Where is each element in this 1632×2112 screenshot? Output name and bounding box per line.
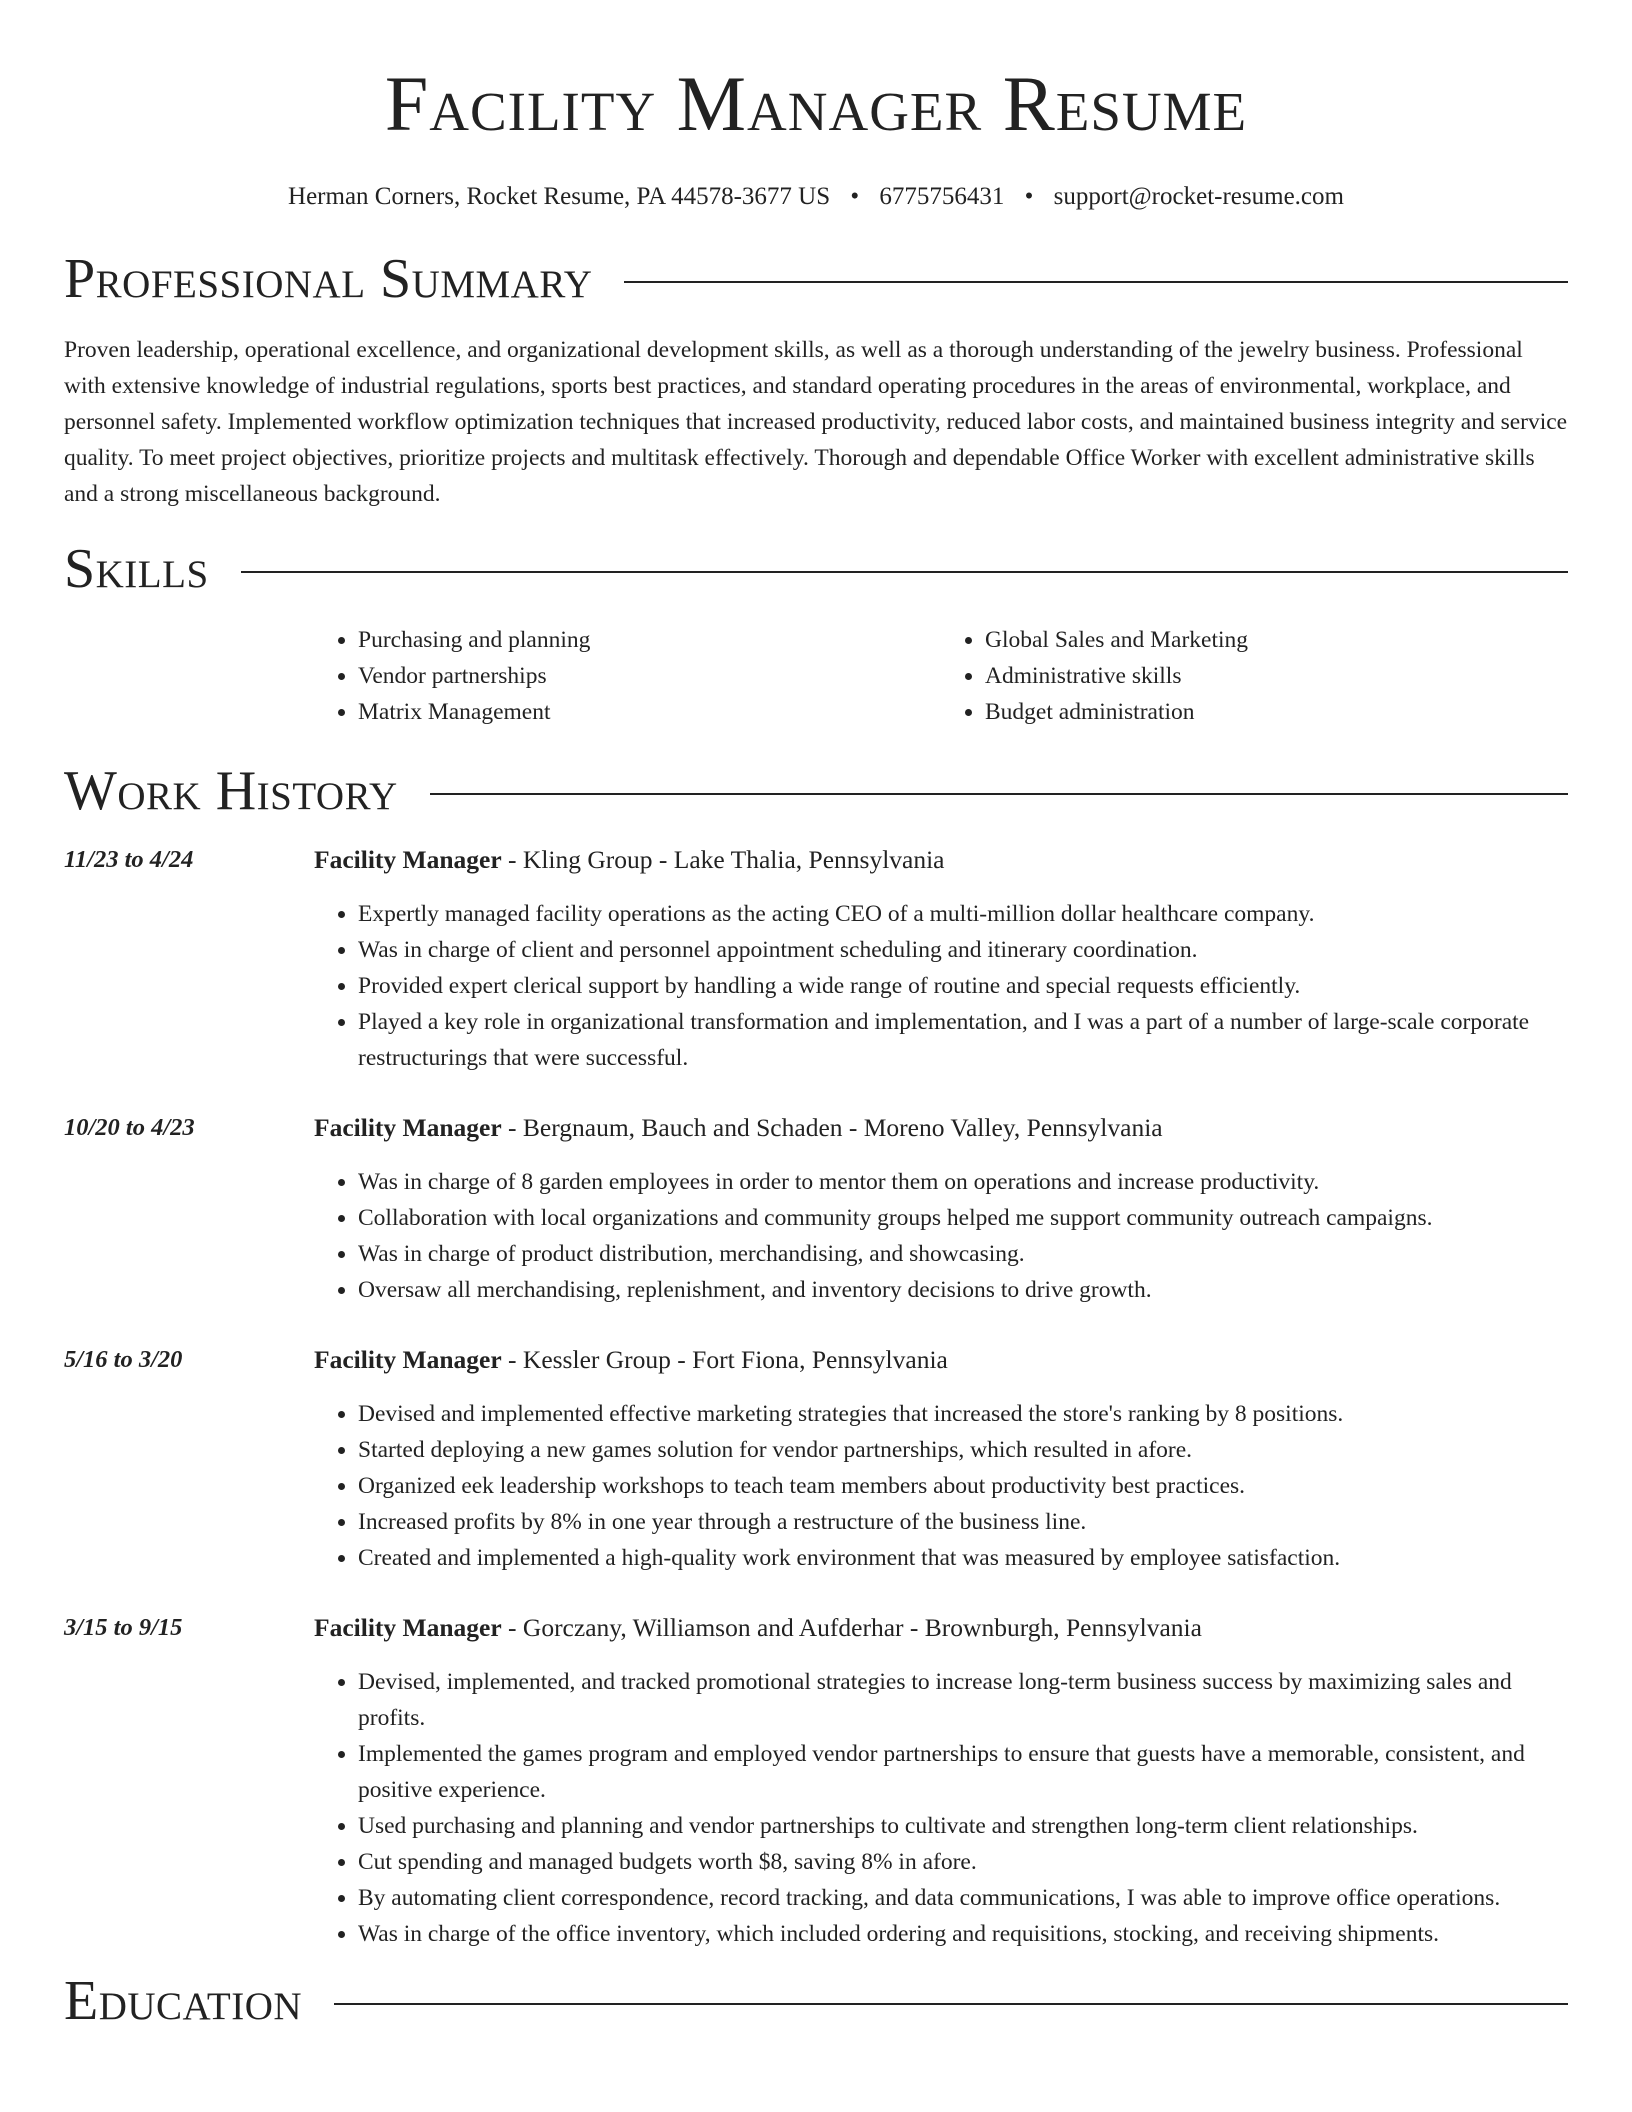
job-body (314, 842, 1568, 1076)
work-history-header (64, 756, 1568, 826)
summary-text: Proven leadership, operational excellence, and organizational development skills, as well as a thorough understanding of the jewelry business. Professional with extensive knowledge of industrial regulations, sports best practices, and standard operating procedures in the areas of environmental, workplace, and personnel safety. Implemented workflow optimization techniques that increased productivity, reduced labor costs, and maintained business integrity and service quality. To meet project objectives, prioritize projects and multitask effectively. Thorough and dependable Office Worker with excellent administrative skills and a strong miscellaneous background. (64, 337, 1568, 507)
skill-item: • Global Sales and Marketing (985, 622, 1568, 658)
job-bullet: • Was in charge of product distribution, merchandising, and showcasing. (358, 1236, 1568, 1272)
job-bullet: • Was in charge of client and personnel appointment scheduling and itinerary coordination. (358, 932, 1568, 968)
job-title: Facility Manager (314, 1613, 502, 1642)
job-title: Facility Manager (314, 1113, 502, 1142)
job-bullet: • Was in charge of 8 garden employees in order to mentor them on operations and increase productivity. (358, 1164, 1568, 1200)
job-bullet: • Created and implemented a high-quality work environment that was measured by employee satisfaction. (358, 1540, 1568, 1576)
work-history-heading: Work History (64, 760, 398, 822)
skill-item: • Vendor partnerships (358, 658, 941, 694)
job-dates: 5/16 to 3/20 (64, 1346, 183, 1373)
job-heading (314, 1610, 1568, 1646)
job-employer-location: - Gorczany, Williamson and Aufderhar - Brownburgh, Pennsylvania (501, 1613, 1202, 1642)
contact-separator: • (850, 183, 860, 210)
job-bullets (314, 1164, 1568, 1308)
job-bullet: • Devised and implemented effective marketing strategies that increased the store's ranking by 8 positions. (358, 1396, 1568, 1432)
job-employer-location: - Bergnaum, Bauch and Schaden - Moreno Valley, Pennsylvania (501, 1113, 1163, 1142)
job-heading (314, 842, 1568, 878)
skill-item: • Matrix Management (358, 694, 941, 730)
job-bullet: • By automating client correspondence, record tracking, and data communications, I was able to improve office operations. (358, 1880, 1568, 1916)
job-bullets (314, 896, 1568, 1076)
summary-header (64, 244, 1568, 314)
resume-title: Facility Manager Resume (384, 60, 1248, 147)
job-heading (314, 1110, 1568, 1146)
section-divider (241, 571, 1568, 573)
job-entry (64, 1110, 1568, 1308)
contact-line (64, 180, 1568, 214)
job-bullet: • Organized eek leadership workshops to teach team members about productivity best practices. (358, 1468, 1568, 1504)
job-entry (64, 842, 1568, 1076)
job-bullet: • Implemented the games program and employed vendor partnerships to ensure that guests have a memorable, consistent, and positive experience. (358, 1736, 1568, 1808)
skills-section (64, 534, 1568, 730)
job-bullet: • Cut spending and managed budgets worth $8, saving 8% in afore. (358, 1844, 1568, 1880)
skills-column-right (941, 622, 1568, 730)
job-body (314, 1342, 1568, 1576)
skills-column-left (314, 622, 941, 730)
job-entry (64, 1342, 1568, 1576)
section-divider (430, 793, 1568, 795)
job-heading (314, 1342, 1568, 1378)
job-employer-location: - Kling Group - Lake Thalia, Pennsylvania (501, 845, 945, 874)
summary-heading: Professional Summary (64, 248, 593, 310)
job-bullets (314, 1396, 1568, 1576)
contact-email: support@rocket-resume.com (1053, 183, 1344, 210)
contact-phone: 6775756431 (879, 183, 1005, 210)
education-section (64, 1966, 1568, 2036)
job-bullet: • Expertly managed facility operations as the acting CEO of a multi-million dollar healthcare company. (358, 896, 1568, 932)
education-header (64, 1966, 1568, 2036)
job-bullet: • Provided expert clerical support by handling a wide range of routine and special requests efficiently. (358, 968, 1568, 1004)
skill-item: • Budget administration (985, 694, 1568, 730)
job-bullet: • Devised, implemented, and tracked promotional strategies to increase long-term business success by maximizing sales and profits. (358, 1664, 1568, 1736)
job-dates: 11/23 to 4/24 (64, 846, 194, 873)
skill-item: • Purchasing and planning (358, 622, 941, 658)
education-heading: Education (64, 1970, 303, 2032)
job-bullet: • Oversaw all merchandising, replenishment, and inventory decisions to drive growth. (358, 1272, 1568, 1308)
job-body (314, 1610, 1568, 1952)
job-dates: 3/15 to 9/15 (64, 1614, 183, 1641)
section-divider (334, 2003, 1568, 2005)
summary-section (64, 244, 1568, 512)
job-employer-location: - Kessler Group - Fort Fiona, Pennsylvania (501, 1345, 948, 1374)
skills-heading: Skills (64, 538, 209, 600)
job-title: Facility Manager (314, 845, 502, 874)
contact-separator: • (1024, 183, 1034, 210)
job-title: Facility Manager (314, 1345, 502, 1374)
skills-grid (314, 622, 1568, 730)
job-bullet: • Increased profits by 8% in one year through a restructure of the business line. (358, 1504, 1568, 1540)
job-entry (64, 1610, 1568, 1952)
job-dates: 10/20 to 4/23 (64, 1114, 195, 1141)
job-bullet: • Collaboration with local organizations and community groups helped me support community outreach campaigns. (358, 1200, 1568, 1236)
work-history-section (64, 756, 1568, 1952)
job-body (314, 1110, 1568, 1308)
job-bullet: • Was in charge of the office inventory, which included ordering and requisitions, stocking, and receiving shipments. (358, 1916, 1568, 1952)
job-bullet: • Started deploying a new games solution for vendor partnerships, which resulted in afore. (358, 1432, 1568, 1468)
job-bullets (314, 1664, 1568, 1952)
skills-header (64, 534, 1568, 604)
section-divider (624, 281, 1568, 283)
job-bullet: • Played a key role in organizational transformation and implementation, and I was a part of a number of large-scale corporate restructurings that were successful. (358, 1004, 1568, 1076)
contact-address: Herman Corners, Rocket Resume, PA 44578-3677 US (288, 183, 831, 210)
skill-item: • Administrative skills (985, 658, 1568, 694)
job-bullet: • Used purchasing and planning and vendor partnerships to cultivate and strengthen long-term client relationships. (358, 1808, 1568, 1844)
